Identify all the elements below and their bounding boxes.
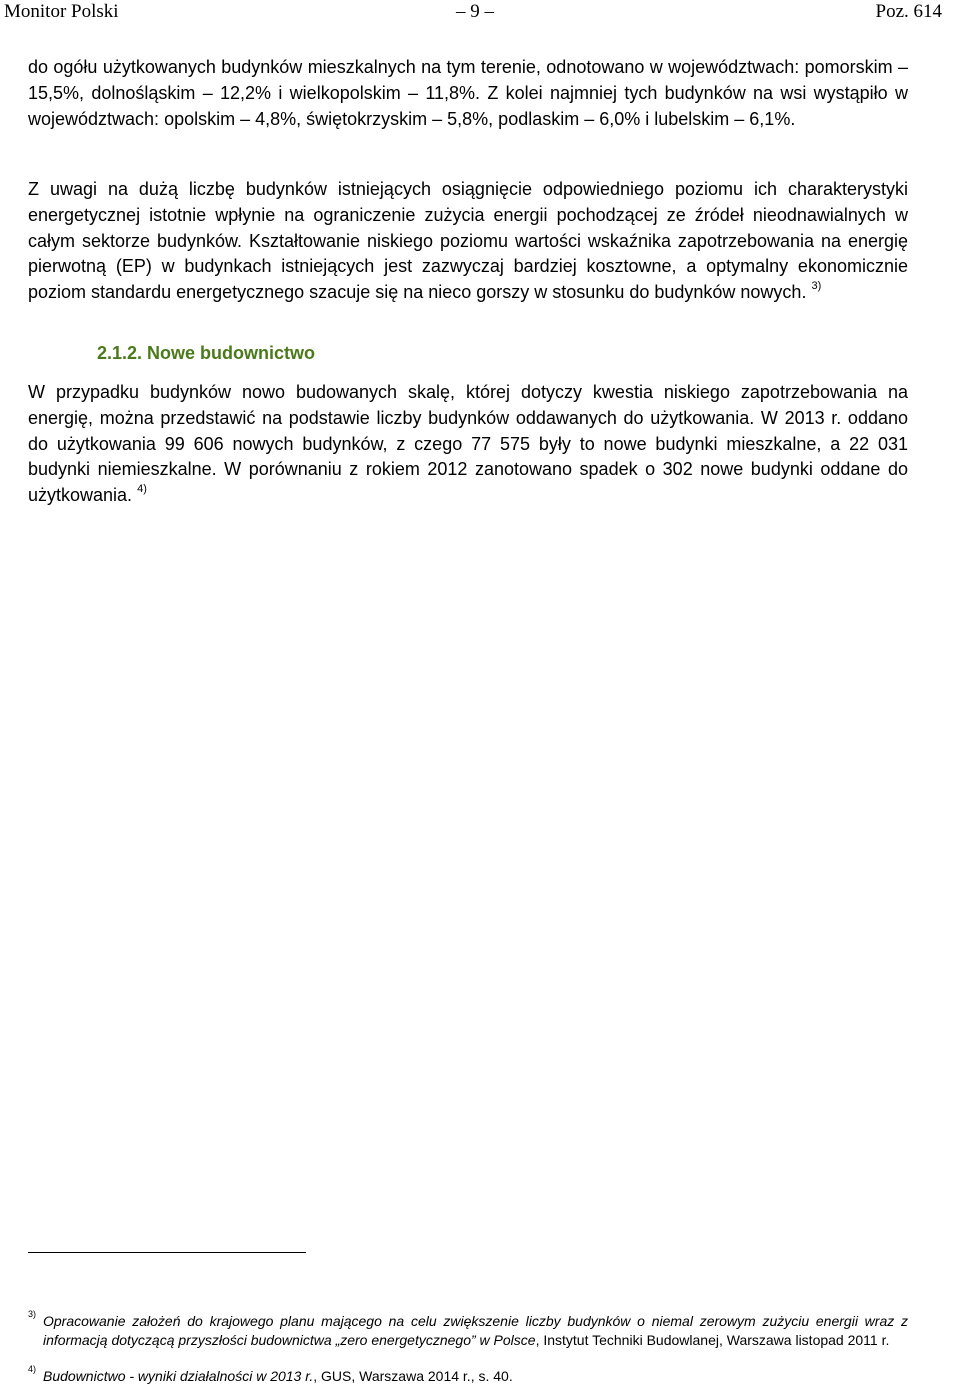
footnote-text (43, 1312, 908, 1349)
footnote-title: Opracowanie założeń do krajowego planu mającego na celu zwiększenie liczby budynków o niemal zerowym zużyciu energii wraz z informacją dotyczącą przyszłości budownictwa „zero energetycznego” w Polsce (43, 1313, 908, 1348)
paragraph-new-buildings (28, 380, 908, 509)
paragraph-rural-buildings (28, 55, 908, 132)
page-number: – 9 – (456, 1, 494, 22)
section-heading: 2.1.2. Nowe budownictwo (97, 343, 316, 363)
footnote-3 (28, 1309, 908, 1349)
footnote-divider (28, 1252, 306, 1253)
footnote-source: , Instytut Techniki Budowlanej, Warszawa listopad 2011 r. (535, 1331, 890, 1348)
footnote-4 (28, 1364, 908, 1386)
footnote-source: , GUS, Warszawa 2014 r., s. 40. (313, 1368, 513, 1384)
footnote-mark: 4) (28, 1364, 37, 1374)
item-number: Poz. 614 (875, 1, 942, 22)
paragraph-text: Z uwagi na dużą liczbę budynków istniejących osiągnięcie odpowiedniego poziomu ich charakterystyki energetycznej istotnie wpłynie na ograniczenie zużycia energii pochodzącej ze źródeł nieodnawialnych w całym sektorze budynków. Kształtowanie niskiego poziomu wartości wskaźnika zapotrzebowania na energię pierwotną (EP) w budynkach istniejących jest zazwyczaj bardziej kosztowne, a optymalny ekonomicznie poziom standardu energetycznego szacuje się na nieco gorszy w stosunku do budynków nowych. (28, 179, 908, 303)
journal-title: Monitor Polski (4, 1, 119, 22)
footnote-title: Budownictwo - wyniki działalności w 2013 r. (43, 1368, 314, 1384)
paragraph-existing-buildings (28, 177, 908, 306)
page-header (0, 0, 960, 26)
paragraph-text: do ogółu użytkowanych budynków mieszkalnych na tym terenie, odnotowano w województwach: pomorskim – 15,5%, dolnośląskim – 12,2% i wielkopolskim – 11,8%. Z kolei najmniej tych budynków na wsi wystąpiło w województwach: opolskim – 4,8%, świętokrzyskim – 5,8%, podlaskim – 6,0% i lubelskim – 6,1%. (28, 57, 908, 129)
footnote-mark: 3) (28, 1309, 37, 1319)
footnote-text (43, 1367, 908, 1386)
footnote-ref: 3) (811, 280, 822, 293)
paragraph-text: W przypadku budynków nowo budowanych skalę, której dotyczy kwestia niskiego zapotrzebowania na energię, można przedstawić na podstawie liczby budynków oddawanych do użytkowania. W 2013 r. oddano do użytkowania 99 606 nowych budynków, z czego 77 575 były to nowe budynki mieszkalne, a 22 031 budynki niemieszkalne. W porównaniu z rokiem 2012 zanotowano spadek o 302 nowe budynki oddane do użytkowania. (28, 382, 908, 506)
footnote-ref: 4) (137, 483, 147, 496)
